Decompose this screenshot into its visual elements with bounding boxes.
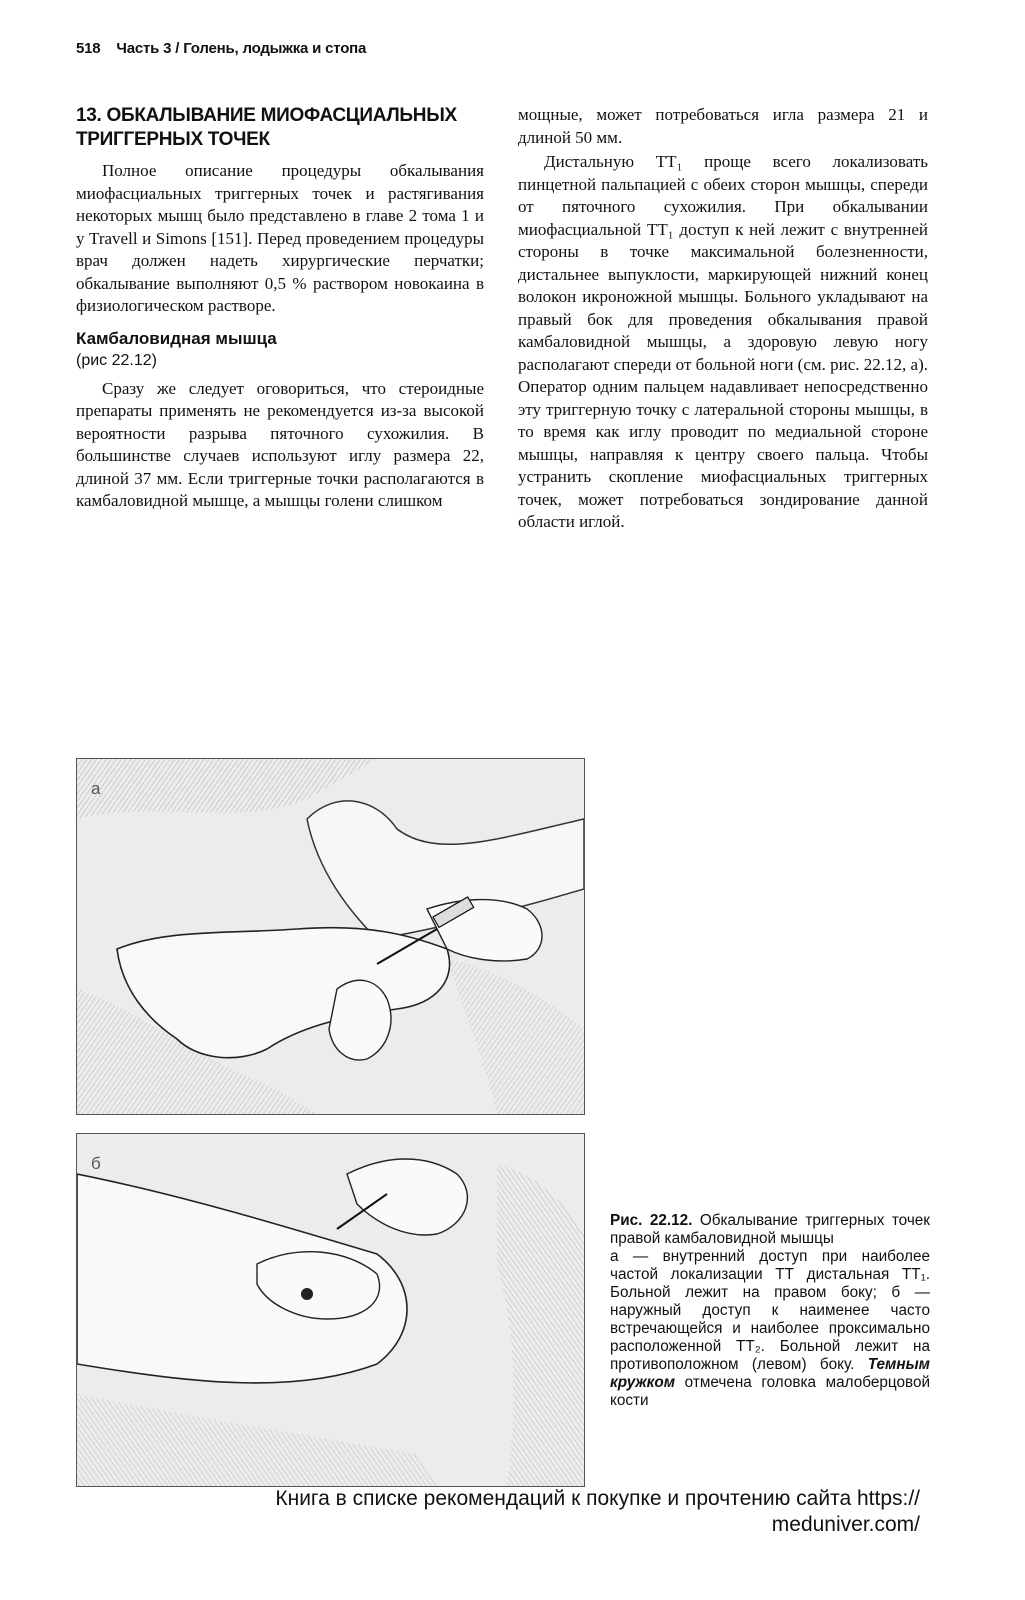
footer-note	[150, 1486, 920, 1538]
right-paragraph: Дистальную ТТ₁ проще всего локализовать пинцетной пальпацией с обеих сторон мышцы, спереди от пяточного сухожилия. При обкалывании миофасциальной ТТ₁ доступ к ней лежит с внутренней стороны в точке максимальной болезненности, дистальнее выпуклости, маркирующей нижний конец волокон икроножной мышцы. Больного укладывают на правый бок для проведения обкалывания правой камбаловидной мышцы, а здоровую левую ногу располагают спереди от больной ноги (см. рис. 22.12, а). Оператор одним пальцем надавливает непосредственно эту триггерную точку с латеральной стороны мышцы, в то время как иглу проводит по медиальной стороне мышцы, направляя к центру своего пальца. Чтобы устранить скопление миофасциальных триггерных точек, может потребоваться зондирование данной области иглой.	[518, 152, 928, 531]
caption-body: а — внутренний доступ при наиболее частой локализации ТТ дистальная ТТ₁. Больной лежит на правом боку; б — наружный доступ к наименее часто встречающейся и наиболее проксимально расположенной ТТ₂. Больной лежит на противоположном (левом) боку.	[610, 1248, 930, 1373]
left-column	[76, 104, 484, 513]
footer-line-2[interactable]: meduniver.com/	[771, 1513, 920, 1536]
panel-b-label: б	[91, 1154, 101, 1173]
figure-caption	[610, 1212, 930, 1410]
figure-panel-b	[76, 1133, 585, 1487]
page-number: 518	[76, 40, 101, 57]
fibular-head-marker	[301, 1288, 313, 1300]
figure-panel-a	[76, 758, 585, 1115]
caption-title: Обкалывание триггерных точек правой камбаловидной мышцы	[610, 1212, 930, 1247]
section-title: 13. ОБКАЛЫВАНИЕ МИОФАСЦИАЛЬНЫХ ТРИГГЕРНЫХ ТОЧЕК	[76, 105, 457, 150]
running-header	[76, 40, 366, 57]
right-column	[518, 104, 928, 534]
subsection-title: Камбаловидная мышца	[76, 328, 277, 348]
caption-emphasis: Темным кружком	[610, 1356, 930, 1391]
continued-paragraph: мощные, может потребоваться игла размера 21 и длиной 50 мм.	[518, 105, 928, 147]
intro-paragraph: Полное описание процедуры обкалывания миофасциальных триггерных точек и растягивания некоторых мышц было представлено в главе 2 тома 1 и у Travell и Simons [151]. Перед проведением процедуры врач должен надеть хирургические перчатки; обкалывание выполняют 0,5 % раствором новокаина в физиологическом растворе.	[76, 161, 484, 315]
subsection-figure-ref: (рис 22.12)	[76, 351, 157, 369]
caption-tail: отмечена головка малоберцовой кости	[610, 1374, 930, 1409]
subsection-paragraph: Сразу же следует оговориться, что стероидные препараты применять не рекомендуется из-за высокой вероятности разрыва пяточного сухожилия. В большинстве случаев используют иглу размера 22, длиной 37 мм. Если триггерные точки располагаются в камбаловидной мышце, а мышцы голени слишком	[76, 378, 484, 510]
illustration-injection-lateral	[77, 1134, 584, 1486]
footer-line-1: Книга в списке рекомендаций к покупке и прочтению сайта https://	[275, 1487, 920, 1510]
running-title: Часть 3 / Голень, лодыжка и стопа	[116, 40, 367, 57]
caption-label: Рис. 22.12.	[610, 1212, 693, 1229]
panel-a-label: а	[91, 779, 101, 798]
illustration-injection-medial	[77, 759, 584, 1114]
